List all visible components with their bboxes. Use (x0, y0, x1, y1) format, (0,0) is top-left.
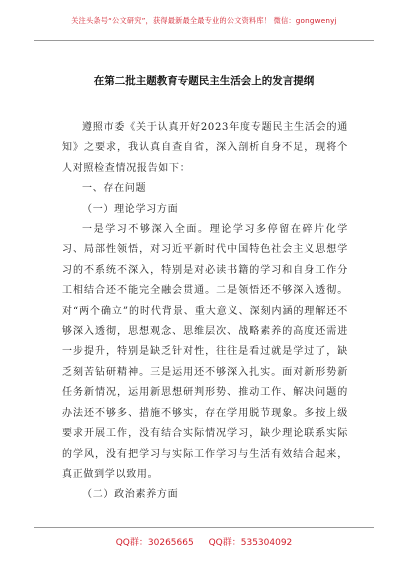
header-divider (34, 40, 374, 41)
header-banner: 关注头条号“公文研究”，获得最新最全最专业的公文资料库！ 微信：gongwenyj (71, 16, 337, 25)
theory-paragraph: 一是学习不够深入全面。理论学习多停留在碎片化学习、局部性领悟，对习近平新时代中国特色社会主义思想学习的不系统不深入，特别是对必读书籍的学习和自身工作分工相结合还不能完全融会贯通。二是领悟还不够深入透彻。对“两个确立”的时代背景、重大意义、深刻内涵的理解还不够深入透彻，思想观念、思维层次、战略素养的高度还需进一步提升，特别是缺乏针对性，往往是看过就是学过了，缺乏刻苦钻研精神。三是运用还不够深入扎实。面对新形势新任务新情况，运用新思想研判形势、推动工作、解决问题的办法还不够多、措施不够实，存在学用脱节现象。多按上级要求开展工作，没有结合实际情况学习，缺少理论联系实际的学风，没有把学习与实际工作学习与生活有效结合起来，真正做到学以致用。 (62, 224, 348, 480)
qq-group-1: QQ群：30265665 (115, 538, 194, 548)
intro-paragraph: 遵照市委《关于认真开好2023年度专题民主生活会的通知》之要求，我认真自查自省，深入剖析自身不足，现将个人对照检查情况报告如下： (62, 122, 348, 174)
footer (0, 535, 408, 548)
section-heading: 一、存在问题 (82, 183, 147, 195)
qq-group-2: QQ群：535304092 (208, 538, 293, 548)
footer-divider (34, 527, 374, 528)
subsection-heading-politics: （二）政治素养方面 (82, 489, 179, 501)
document-body (62, 118, 348, 506)
document-title: 在第二批主题教育专题民主生活会上的发言提纲 (93, 75, 315, 87)
subsection-heading-theory: （一）理论学习方面 (82, 203, 179, 215)
